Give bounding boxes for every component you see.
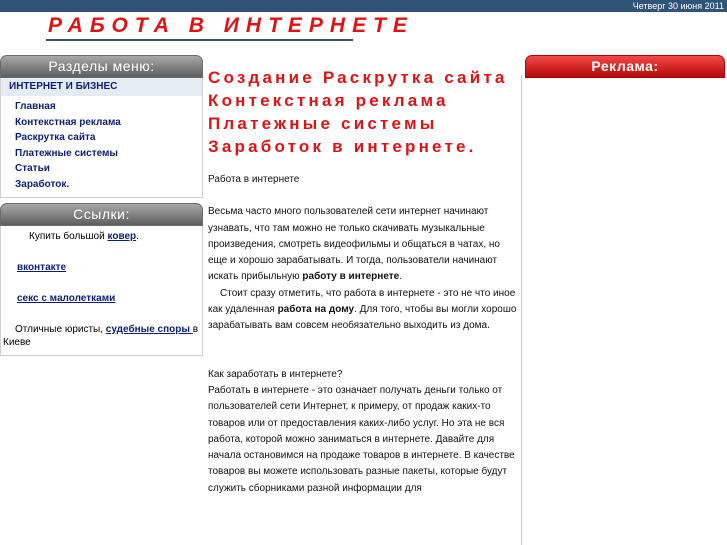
link-item-lawyers	[3, 323, 198, 349]
ads-panel-heading: Реклама:	[525, 55, 725, 78]
top-bar	[0, 0, 727, 12]
link-suffix: .	[136, 231, 139, 242]
links-panel-heading: Ссылки:	[0, 203, 203, 226]
menu-panel	[0, 78, 203, 198]
paragraph-3: Работать в интернете - это означает получать деньги только от пользователей сети Интернет, к примеру, от продаж каких-то товаров или от предоставления каких-либо услуг. Но эта не вся работа, которой можно заниматься в интернете. Давайте для начала остановимся на продаже товаров в интернете. В качестве товаров вы можете использовать разные пакеты, которые будут служить сборниками разной информации для	[208, 384, 515, 494]
page-title: Создание Раскрутка сайта Контекстная реклама Платежные системы Заработок в интернете.	[208, 68, 508, 156]
intro-text: Работа в интернете	[208, 174, 300, 185]
link-prefix: Купить большой	[29, 231, 108, 242]
link-3[interactable]: секс с малолетками	[17, 293, 116, 304]
links-panel	[0, 226, 203, 356]
link-item-vkontakte	[5, 261, 198, 274]
current-date: Четверг 30 июня 2011	[632, 1, 724, 11]
main-content	[208, 66, 520, 497]
menu-item-site-promotion[interactable]: Раскрутка сайта	[15, 132, 96, 143]
menu-item-payment-systems[interactable]: Платежные системы	[15, 147, 118, 159]
left-sidebar	[0, 55, 203, 356]
link-prefix: Отличные юристы,	[15, 324, 106, 335]
column-divider	[521, 75, 522, 545]
menu-item-earnings[interactable]: Заработок.	[15, 178, 70, 190]
link-item-3	[5, 292, 198, 305]
link-suffix: в Киеве	[3, 324, 198, 348]
menu-panel-heading: Разделы меню:	[0, 55, 203, 78]
question-title: Как заработать в интернете?	[208, 368, 343, 380]
paragraph-text: . Для того, чтобы вы могли хорошо зарабатывать вам совсем необязательно выходить из дома.	[208, 304, 517, 332]
menu-item-context-ads[interactable]: Контекстная реклама	[15, 116, 121, 128]
paragraph-text: Весьма часто много пользователей сети интернет начинают узнавать, что там можно не только скачивать музыкальные произведения, смотреть видеофильмы и общаться в чатах, но еще и хорошо зарабатывать. И тогда, пользователи начинают искать прибыльную	[208, 206, 500, 283]
site-title[interactable]: РАБОТА В ИНТЕРНЕТЕ	[48, 14, 414, 37]
right-sidebar	[525, 55, 725, 78]
court-disputes-link[interactable]: судебные споры	[105, 324, 193, 335]
bold-phrase: работу в интернете	[302, 271, 400, 283]
title-underline	[46, 39, 353, 41]
paragraph-text: Стоит сразу отметить, что работа в интернете - это не что иное как удаленная	[208, 287, 516, 316]
carpet-link[interactable]: ковер	[107, 231, 137, 242]
menu-item-home[interactable]: Главная	[15, 101, 56, 112]
bold-phrase: работа на дому	[277, 304, 355, 316]
link-item-carpet	[5, 230, 198, 243]
site-header	[0, 12, 727, 40]
paragraph-2	[208, 286, 520, 335]
menu-item-articles[interactable]: Статьи	[15, 163, 50, 174]
menu-list	[1, 96, 202, 197]
paragraph-1	[208, 204, 520, 285]
menu-section-title: ИНТЕРНЕТ И БИЗНЕС	[1, 78, 202, 96]
paragraph-text: .	[399, 271, 403, 283]
vkontakte-link[interactable]: вконтакте	[17, 262, 67, 273]
